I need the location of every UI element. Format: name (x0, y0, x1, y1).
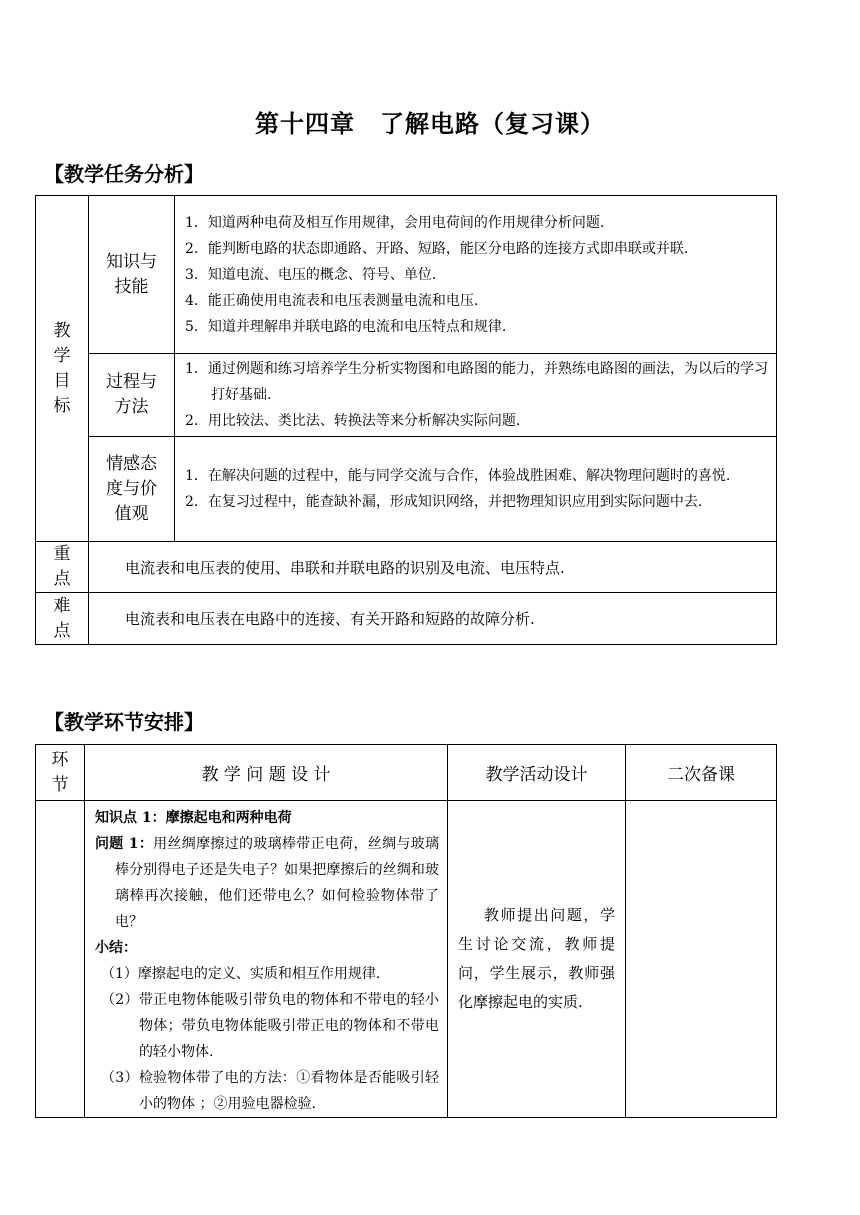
summary-point: （2）带正电物体能吸引带负电的物体和不带电的轻小物体；带负电物体能吸引带正电的物体和不带电的轻小物体. (101, 992, 439, 1060)
goal-item: 1．知道两种电荷及相互作用规律，会用电荷间的作用规律分析问题. (185, 214, 605, 231)
header-stage (36, 745, 85, 801)
knowledge-skills-items (175, 196, 777, 354)
emotion-values-items (175, 437, 777, 542)
teaching-plan-table (35, 744, 777, 1118)
difficult-points-label (36, 593, 89, 645)
key-points-label (36, 542, 89, 593)
goal-item: 2．能判断电路的状态即通路、开路、短路，能区分电路的连接方式即串联或并联. (185, 240, 689, 257)
process-method-items (175, 354, 777, 437)
goals-label-char: 目 (53, 370, 71, 391)
category-knowledge-skills (89, 196, 175, 354)
question-design-cell (85, 801, 448, 1118)
goals-label-char: 标 (53, 395, 71, 416)
category-process-method (89, 354, 175, 437)
knowledge-point-title: 知识点 1：摩擦起电和两种电荷 (95, 810, 292, 826)
goal-item: 3．知道电流、电压的概念、符号、单位. (185, 266, 437, 283)
section-heading-task-analysis: 【教学任务分析】 (44, 162, 204, 186)
question-text: 用丝绸摩擦过的玻璃棒带正电荷，丝绸与玻璃棒分别得电子还是失电子？如果把摩擦后的丝绸和玻璃棒再次接触，他们还带电么？如何检验物体带了电？ (115, 836, 439, 930)
category-label-line: 方法 (114, 397, 149, 417)
summary-label: 小结： (95, 940, 137, 956)
question-1 (95, 831, 439, 935)
header-question-design: 教 学 问 题 设 计 (85, 745, 448, 801)
category-label-line: 过程与 (106, 372, 157, 392)
goal-item: 4．能正确使用电流表和电压表测量电流和电压. (185, 292, 479, 309)
difficult-label-char: 难 (53, 595, 71, 616)
page-title: 第十四章 了解电路（复习课） (255, 110, 605, 138)
goals-label (36, 196, 89, 542)
key-label-char: 点 (53, 569, 71, 589)
goal-item: 1．通过例题和练习培养学生分析实物图和电路图的能力，并熟练电路图的画法，为以后的学习打好基础. (185, 361, 768, 403)
category-label-line: 值观 (114, 503, 149, 524)
header-activity-design: 教学活动设计 (448, 745, 626, 801)
header-stage-char: 环 (51, 749, 69, 770)
difficult-points-text: 电流表和电压表在电路中的连接、有关开路和短路的故障分析. (89, 593, 777, 645)
activity-design-cell: 教师提出问题，学生讨论交流，教师提问，学生展示，教师强化摩擦起电的实质. (448, 801, 626, 1118)
section-heading-teaching-plan: 【教学环节安排】 (44, 710, 204, 734)
summary-point: （1）摩擦起电的定义、实质和相互作用规律. (101, 966, 381, 982)
question-label: 问题 1： (95, 836, 154, 852)
goals-label-char: 教 (53, 320, 71, 341)
key-label-char: 重 (53, 544, 71, 564)
difficult-label-char: 点 (53, 620, 71, 641)
header-stage-char: 节 (51, 774, 69, 795)
key-points-text: 电流表和电压表的使用、串联和并联电路的识别及电流、电压特点. (89, 542, 777, 593)
goal-item: 2．在复习过程中，能查缺补漏，形成知识网络，并把物理知识应用到实际问题中去. (185, 494, 703, 510)
category-label-line: 技能 (114, 276, 149, 297)
category-label-line: 度与价 (106, 478, 157, 499)
goals-label-char: 学 (53, 345, 71, 366)
secondary-prep-cell (626, 801, 777, 1118)
goal-item: 1．在解决问题的过程中，能与同学交流与合作，体验战胜困难、解决物理问题时的喜悦. (185, 468, 731, 484)
category-label-line: 情感态 (106, 453, 157, 474)
header-secondary-prep: 二次备课 (626, 745, 777, 801)
category-label-line: 知识与 (106, 251, 157, 272)
goal-item: 2．用比较法、类比法、转换法等来分析解决实际问题. (185, 413, 521, 429)
goal-item: 5．知道并理解串并联电路的电流和电压特点和规律. (185, 318, 507, 335)
summary-point: （3）检验物体带了电的方法：①看物体是否能吸引轻小的物体 ；②用验电器检验. (101, 1070, 439, 1112)
category-emotion-values (89, 437, 175, 542)
teaching-goals-table (35, 195, 777, 645)
stage-cell (36, 801, 85, 1118)
